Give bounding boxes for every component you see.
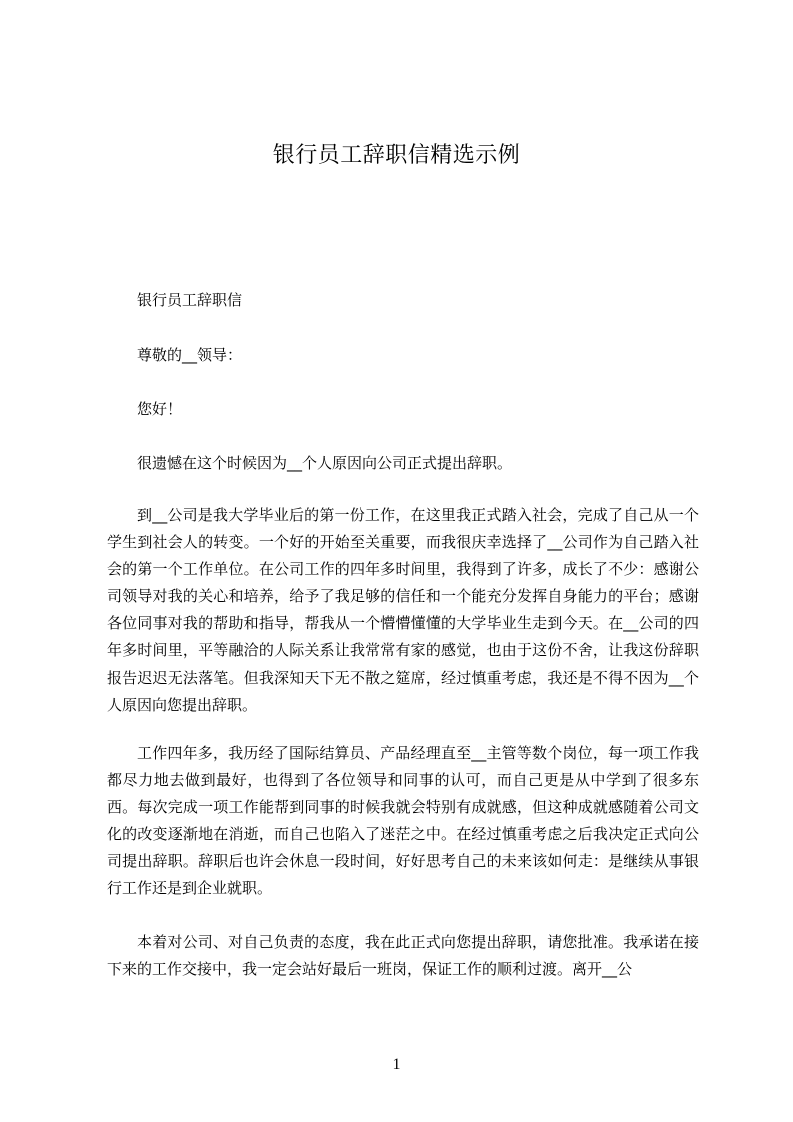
- letter-greeting: 您好！: [137, 400, 183, 418]
- paragraph-intro: 很遗憾在这个时候因为__个人原因向公司正式提出辞职。: [137, 454, 513, 472]
- document-title: 银行员工辞职信精选示例: [272, 143, 521, 168]
- paragraph-commitment: 本着对公司、对自己负责的态度，我在此正式向您提出辞职，请您批准。我承诺在接下来的工作交接中，我一定会站好最后一班岗，保证工作的顺利过渡。离开__公: [107, 933, 699, 979]
- letter-heading: 银行员工辞职信: [137, 291, 243, 309]
- page-number: 1: [392, 1056, 401, 1073]
- paragraph-background: 到__公司是我大学毕业后的第一份工作，在这里我正式踏入社会，完成了自己从一个学生到社会人的转变。一个好的开始至关重要，而我很庆幸选择了__公司作为自己踏入社会的第一个工作单位。在公司工作的四年多时间里，我得到了许多，成长了不少：感谢公司领导对我的关心和培养，给予了我足够的信任和一个能充分发挥自身能力的平台；感谢各位同事对我的帮助和指导，帮我从一个懵懵懂懂的大学毕业生走到今天。在__公司的四年多时间里，平等融洽的人际关系让我常常有家的感觉，也由于这份不舍，让我这份辞职报告迟迟无法落笔。但我深知天下无不散之筵席，经过慎重考虑，我还是不得不因为__个人原因向您提出辞职。: [107, 506, 699, 714]
- letter-salutation: 尊敬的__领导：: [137, 346, 243, 364]
- paragraph-experience: 工作四年多，我历经了国际结算员、产品经理直至__主管等数个岗位，每一项工作我都尽力地去做到最好，也得到了各位领导和同事的认可，而自己更是从中学到了很多东西。每次完成一项工作能帮到同事的时候我就会特别有成就感，但这种成就感随着公司文化的改变逐渐地在消逝，而自己也陷入了迷茫之中。在经过慎重考虑之后我决定正式向公司提出辞职。辞职后也许会休息一段时间，好好思考自己的未来该如何走：是继续从事银行工作还是到企业就职。: [107, 744, 699, 898]
